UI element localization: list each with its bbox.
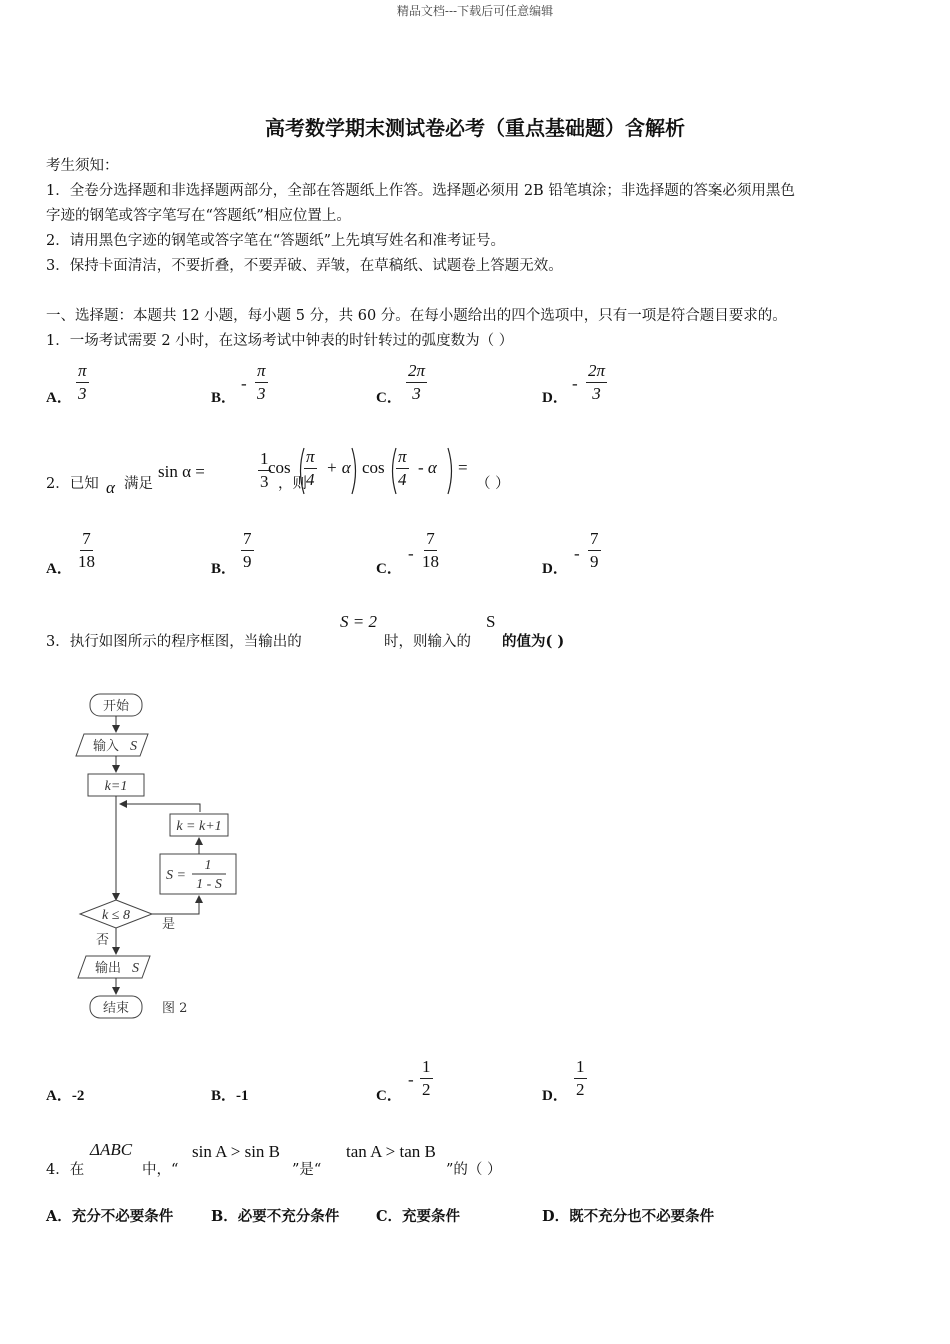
triangle-abc: ΔABC [90,1140,133,1159]
answer-blank: （ ） [476,476,510,492]
condition-sin: sin A > sin B [192,1142,281,1161]
denominator: 4 [398,469,407,489]
minus-sign: - [241,374,247,393]
denominator: 18 [78,551,95,571]
numerator: 7 [588,530,601,551]
denominator: 9 [590,551,599,571]
page-header: 精品文档---下载后可任意编辑 [396,4,554,18]
minus-sign: - [572,374,578,393]
condition-label: k ≤ 8 [102,908,130,923]
option-label: A． [46,1088,72,1104]
q2-prefix: 2．已知 [46,476,99,492]
denominator: 9 [243,551,252,571]
minus-sign: - [574,544,580,563]
section-heading: 一、选择题：本题共 12 小题，每小题 5 分，共 60 分。在每小题给出的四个选项中，只有一项是符合题目要求的。 [46,308,787,324]
option-label: B． [211,390,237,406]
option-label: D． [542,1088,568,1104]
minus-alpha: - α [418,458,437,477]
numerator: 7 [424,530,437,551]
s-symbol: S [486,612,496,631]
option-value: -2 [71,1088,85,1104]
page-title: 高考数学期末测试卷必考（重点基础题）含解析 [265,116,685,140]
alpha-symbol: α [106,478,115,497]
fraction [76,362,89,403]
sin-expression: sin α = [158,462,205,481]
fraction-pi-4 [396,448,409,489]
equals: = [458,458,468,477]
q4-option-d[interactable]: D．既不充分也不必要条件 [542,1208,715,1225]
q4-option-a[interactable]: A．充分不必要条件 [46,1208,174,1225]
denominator: 4 [306,469,315,489]
output-var: S [132,961,139,976]
option-label: D． [542,561,568,577]
fraction [586,362,607,403]
init-label: k=1 [104,779,128,794]
option-label: A． [46,561,72,577]
yes-label: 是 [162,917,176,932]
q2-stem [46,446,666,496]
fraction [574,1058,587,1099]
notice-line-3: 3．保持卡面清洁，不要折叠，不要弄破、弄皱，在草稿纸、试题卷上答题无效。 [46,258,563,274]
q4-stem [46,1140,666,1180]
notice-heading: 考生须知： [46,158,119,174]
notice-line-2: 2．请用黑色字迹的钢笔或答字笔在“答题纸”上先填写姓名和准考证号。 [46,233,506,249]
q4-is: ”是“ [292,1162,322,1178]
option-label: C． [376,390,402,406]
right-paren [350,446,360,496]
denominator: 3 [592,383,601,403]
option-label: C． [376,561,402,577]
assign-lhs: S = [166,868,186,883]
fraction [420,1058,433,1099]
cos-2: cos [362,458,385,477]
numerator: π [304,448,317,469]
numerator: 2π [586,362,607,383]
input-var: S [130,739,137,754]
q3-option-b[interactable] [211,1084,249,1105]
numerator: π [255,362,268,383]
q4-mid: 中，“ [142,1162,179,1178]
assign-num: 1 [204,858,212,873]
q2-then: ，则 [278,476,307,492]
option-label: D． [542,390,568,406]
input-label: 输入 [92,739,120,754]
option-value: -1 [236,1088,249,1104]
end-label: 结束 [102,1001,130,1016]
condition-tan: tan A > tan B [346,1142,436,1161]
denominator: 3 [257,383,266,403]
fraction-pi-4 [304,448,317,489]
yes-arrow [152,896,199,914]
s-equals-2: S = 2 [340,612,377,631]
q3-prefix: 3．执行如图所示的程序框图，当输出的 [46,634,302,650]
option-label: A． [46,390,72,406]
right-paren [446,446,456,496]
q4-prefix: 4．在 [46,1162,85,1178]
q2-mid: 满足 [124,476,153,492]
q4-option-b[interactable]: B．必要不充分条件 [211,1208,340,1225]
option-label: C． [376,1088,402,1104]
figure-caption: 图 2 [162,1001,188,1016]
numerator: 1 [420,1058,433,1079]
fraction [241,530,254,571]
numerator: 7 [80,530,93,551]
notice-line-1: 1．全卷分选择题和非选择题两部分，全部在答题纸上作答。选择题必须用 2B 铅笔填涂；非选择题的答案必须用黑色 [46,183,795,199]
fraction [420,530,441,571]
denominator: 2 [576,1079,585,1099]
fraction [255,362,268,403]
flowchart [70,688,270,1028]
minus-sign: - [408,1070,414,1089]
fraction [76,530,97,571]
plus-alpha: + α [326,458,351,477]
no-label: 否 [96,933,110,948]
q4-option-c[interactable]: C．充要条件 [376,1208,461,1225]
numerator: 1 [258,450,271,471]
minus-sign: - [408,544,414,563]
loop-arrow [120,804,200,812]
q3-option-a[interactable] [46,1084,84,1105]
q3-stem [46,612,666,652]
denominator: 3 [412,383,421,403]
option-label: B． [211,561,237,577]
numerator: 1 [574,1058,587,1079]
denominator: 3 [78,383,87,403]
denominator: 2 [422,1079,431,1099]
numerator: π [396,448,409,469]
output-label: 输出 [94,961,122,976]
notice-line-1b: 字迹的钢笔或答字笔写在“答题纸”相应位置上。 [46,208,351,224]
start-label: 开始 [102,699,130,714]
option-label: B． [211,1088,237,1104]
q1-stem: 1．一场考试需要 2 小时，在这场考试中钟表的时针转过的弧度数为（ ） [46,333,514,349]
assign-den: 1 - S [196,877,222,892]
cos-1: cos [268,458,291,477]
q3-suffix: 的值为( ) [502,633,565,650]
denominator: 18 [422,551,439,571]
increment-label: k = k+1 [176,819,222,834]
fraction [588,530,601,571]
q4-suffix: ”的（ ） [446,1162,502,1178]
denominator: 3 [260,471,269,491]
numerator: π [76,362,89,383]
q3-mid: 时，则输入的 [384,634,471,650]
numerator: 2π [406,362,427,383]
numerator: 7 [241,530,254,551]
fraction [406,362,427,403]
